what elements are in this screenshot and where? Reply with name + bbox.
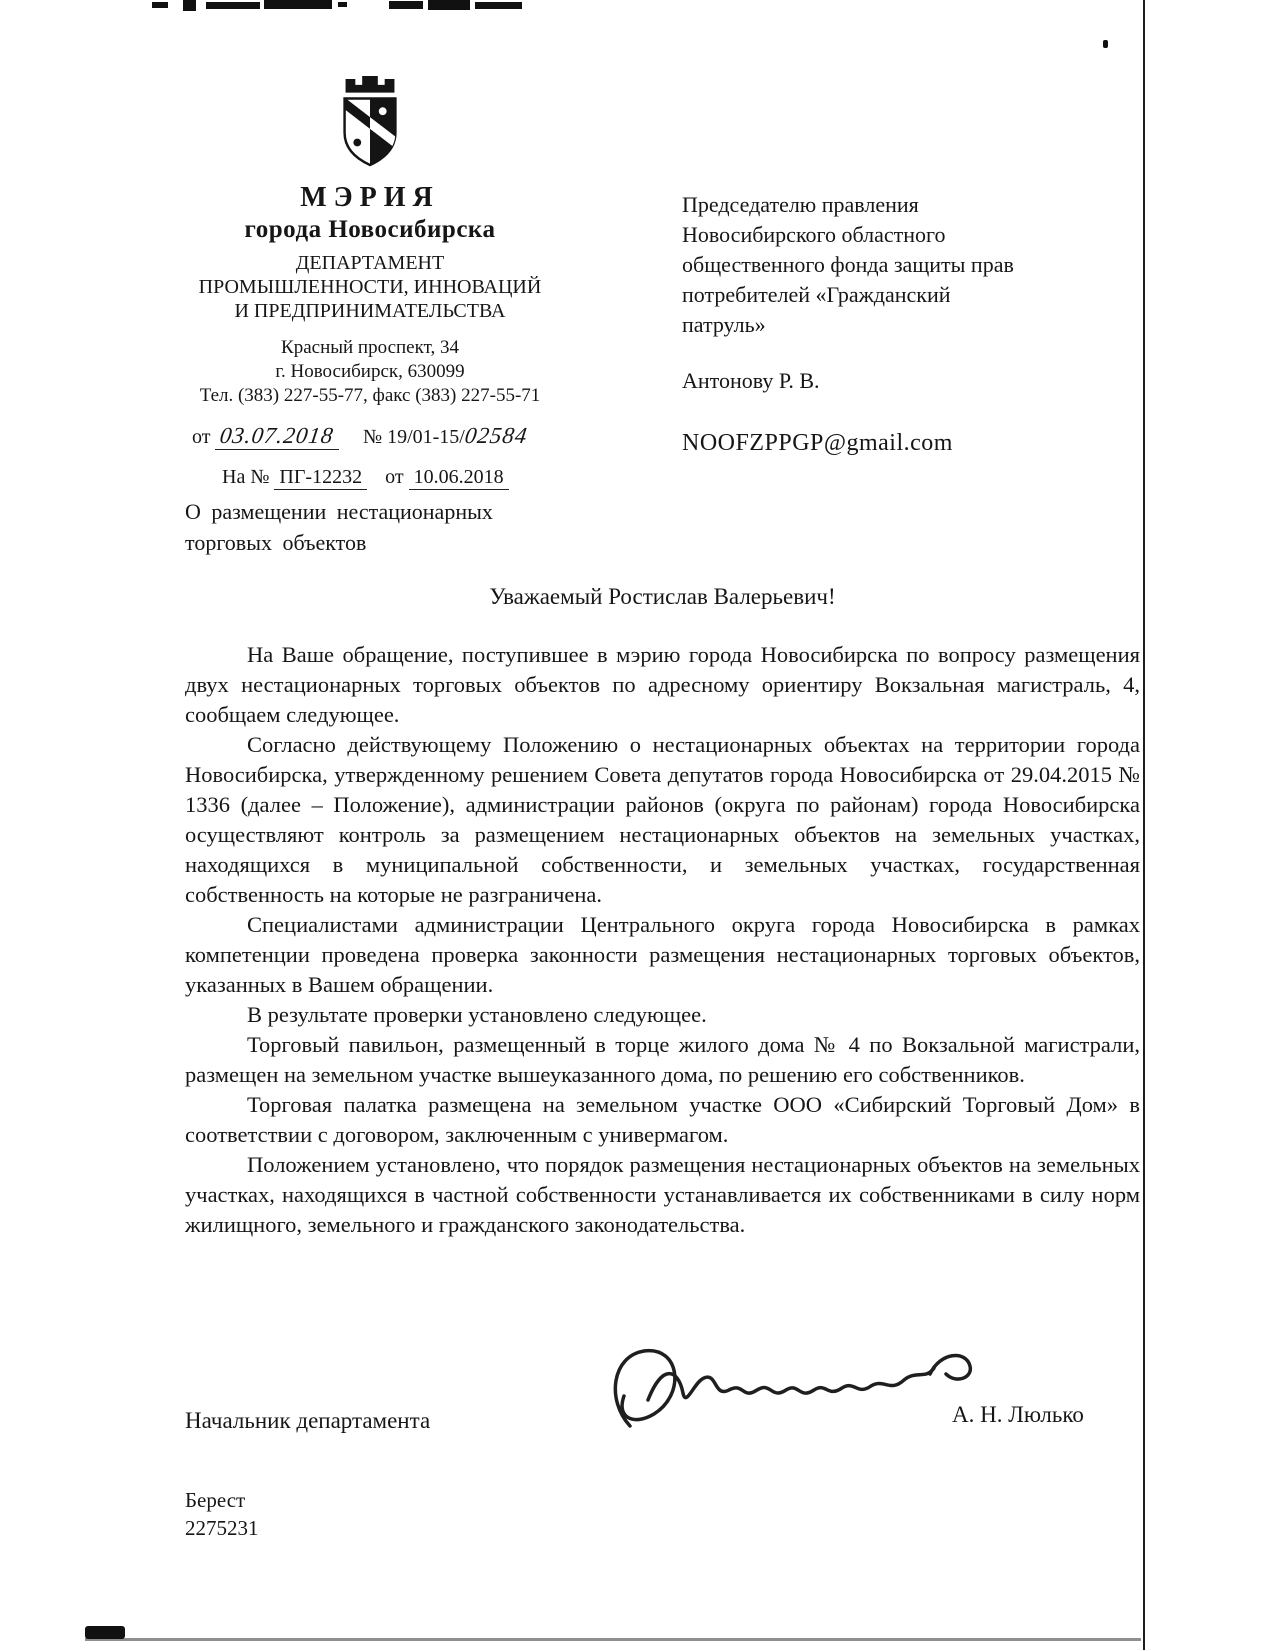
org-name-line2: города Новосибирска bbox=[244, 216, 496, 243]
scan-artifact bbox=[1103, 40, 1108, 48]
subject-line1: О размещении нестационарных bbox=[185, 499, 493, 524]
ref-date: 10.06.2018 bbox=[409, 466, 509, 490]
org-name-line1: МЭРИЯ bbox=[300, 182, 440, 213]
scan-artifact bbox=[206, 2, 260, 9]
body-paragraph: Согласно действующему Положению о нестационарных объектах на территории города Новосибирска, утвержденному решением Совета депутатов города Новосибирска от 29.04.2015 № 1336 (далее – Положение), администрации районов (округа по районам) города Новосибирска осуществляют контроль за размещением нестационарных объектов на земельных участках, находящихся в муниципальной собственности, и земельных участках, государственная собственность на которые не разграничена. bbox=[185, 732, 1140, 907]
signer-position: Начальник департамента bbox=[185, 1408, 431, 1433]
recipient-line: Новосибирского областного bbox=[682, 222, 946, 247]
outgoing-date-number-line bbox=[150, 423, 590, 449]
dept-line3: И ПРЕДПРИНИМАТЕЛЬСТВА bbox=[234, 300, 506, 322]
executor-name: Берест bbox=[185, 1488, 246, 1512]
handwritten-signature bbox=[598, 1338, 998, 1448]
recipient-line: потребителей «Гражданский bbox=[682, 282, 951, 307]
body-paragraph: Торговый павильон, размещенный в торце жилого дома № 4 по Вокзальной магистрали, размещен на земельном участке вышеуказанного дома, по решению его собственников. bbox=[185, 1032, 1140, 1087]
recipient-line: общественного фонда защиты прав bbox=[682, 252, 1014, 277]
address-line1: Красный проспект, 34 bbox=[281, 337, 459, 358]
executor-phone: 2275231 bbox=[185, 1516, 259, 1540]
ref-label: На № bbox=[222, 466, 270, 488]
scan-artifact bbox=[475, 2, 522, 9]
outgoing-number-printed: 19/01-15/ bbox=[387, 426, 465, 448]
body-paragraph: В результате проверки установлено следующее. bbox=[247, 1002, 707, 1027]
recipient-email: NOOFZPPGP@gmail.com bbox=[682, 430, 953, 456]
handwritten-date: 03.07.2018 bbox=[215, 426, 339, 450]
recipient-line: Председателю правления bbox=[682, 192, 919, 217]
subject-block bbox=[185, 496, 585, 558]
date-label: от bbox=[192, 426, 211, 448]
scan-edge-line bbox=[1143, 0, 1145, 1650]
phone-line: Тел. (383) 227-55-77, факс (383) 227-55-71 bbox=[199, 385, 541, 406]
dept-line2: ПРОМЫШЛЕННОСТИ, ИННОВАЦИЙ bbox=[198, 276, 542, 298]
city-coat-of-arms-icon bbox=[326, 72, 414, 170]
number-label: № bbox=[362, 426, 383, 448]
scan-artifact bbox=[264, 0, 332, 9]
subject-line2: торговых объектов bbox=[185, 530, 367, 555]
body-paragraph: Торговая палатка размещена на земельном участке ООО «Сибирский Торговый Дом» в соответствии с договором, заключенным с универмагом. bbox=[185, 1092, 1140, 1147]
recipient-name: Антонову Р. В. bbox=[682, 368, 820, 393]
salutation: Уважаемый Ростислав Валерьевич! bbox=[489, 584, 836, 609]
scan-artifact bbox=[152, 2, 168, 8]
scan-artifact bbox=[428, 0, 470, 10]
scan-artifact bbox=[389, 1, 423, 9]
ref-number: ПГ-12232 bbox=[274, 466, 367, 490]
body-paragraph: Специалистами администрации Центрального округа города Новосибирска в рамках компетенции проведена проверка законности размещения нестационарных торговых объектов, указанных в Вашем обращении. bbox=[185, 912, 1140, 997]
reference-line bbox=[150, 466, 590, 489]
scan-bottom-line bbox=[85, 1638, 1141, 1641]
executor-block bbox=[185, 1486, 259, 1542]
recipient-block bbox=[682, 190, 1022, 458]
body-paragraph: Положением установлено, что порядок размещения нестационарных объектов на земельных участках, находящихся в частной собственности устанавливается их собственниками в силу норм жилищного, земельного и гражданского законодательства. bbox=[185, 1152, 1140, 1237]
scan-artifact bbox=[338, 2, 347, 7]
signer-name: А. Н. Люлько bbox=[952, 1402, 1084, 1427]
scan-artifact bbox=[85, 1626, 125, 1639]
letter-body bbox=[185, 640, 1140, 1240]
dept-line1: ДЕПАРТАМЕНТ bbox=[295, 252, 445, 274]
ref-date-label: от bbox=[385, 466, 404, 488]
body-paragraph: На Ваше обращение, поступившее в мэрию города Новосибирска по вопросу размещения двух нестационарных торговых объектов по адресному ориентиру Вокзальная магистраль, 4, сообщаем следующее. bbox=[185, 642, 1140, 727]
address-line2: г. Новосибирск, 630099 bbox=[275, 361, 465, 382]
letterhead-block bbox=[150, 72, 590, 489]
recipient-line: патруль» bbox=[682, 312, 766, 337]
outgoing-number-handwritten: 02584 bbox=[463, 423, 530, 448]
scan-artifact bbox=[183, 0, 196, 11]
